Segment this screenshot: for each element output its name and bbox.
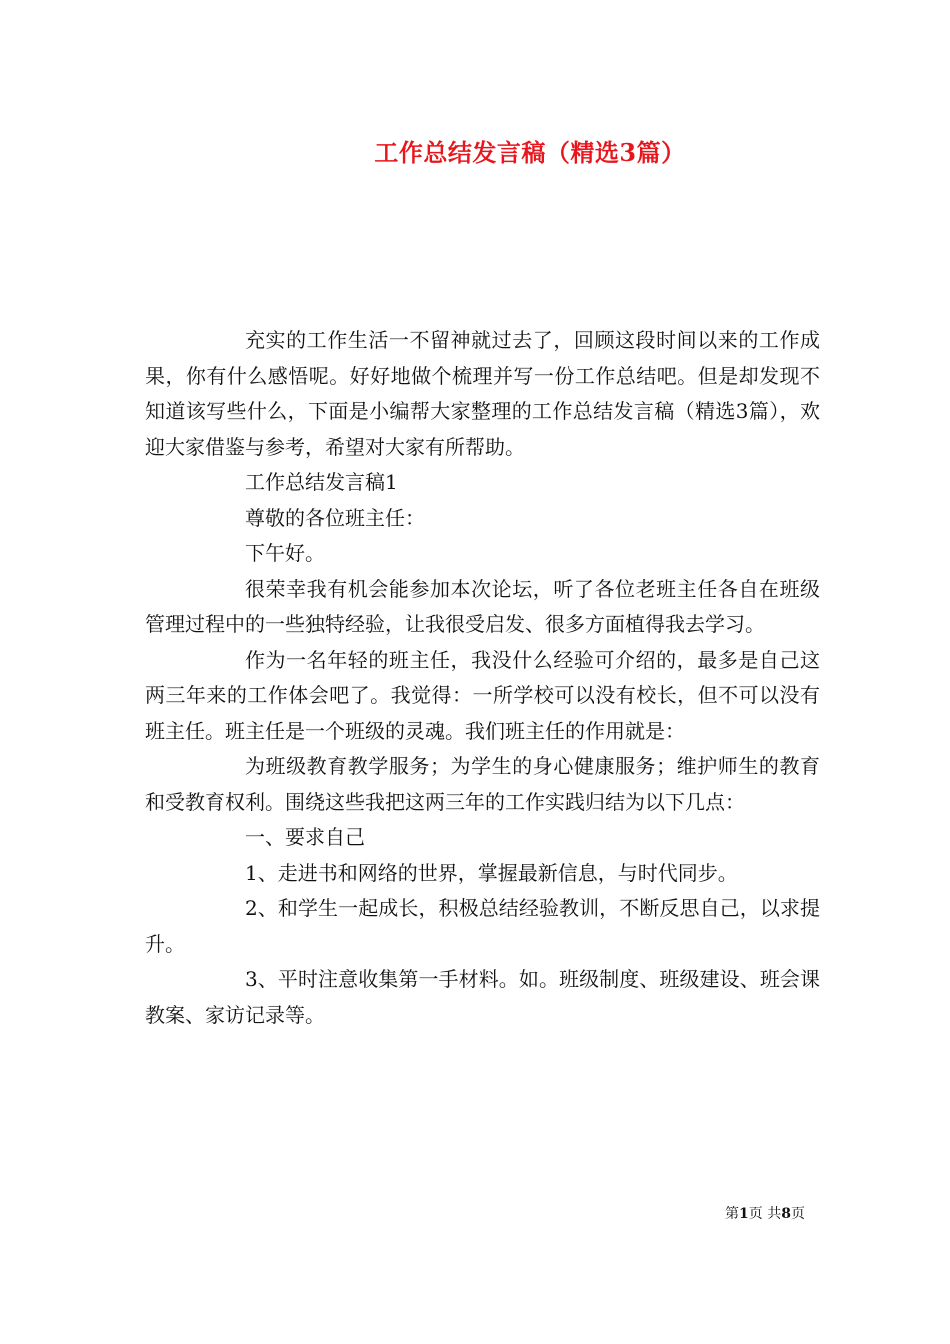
list-item: 1、走进书和网络的世界，掌握最新信息，与时代同步。 — [245, 860, 738, 885]
body-paragraph: 为班级教育教学服务；为学生的身心健康服务；维护师生的教育和受教育权利。围绕这些我把这两三年的工作实践归结为以下几点： — [145, 754, 820, 814]
total-pages-number: 8 — [781, 1206, 791, 1222]
document-title: 工作总结发言稿（精选3篇） — [374, 138, 686, 167]
document-body — [145, 323, 820, 1033]
body-paragraph: 作为一名年轻的班主任，我没什么经验可介绍的，最多是自己这两三年来的工作体会吧了。我觉得：一所学校可以没有校长，但不可以没有班主任。班主任是一个班级的灵魂。我们班主任的作用就是： — [145, 647, 820, 743]
subsection-heading: 一、要求自己 — [245, 825, 365, 849]
footer-suffix: 页 — [791, 1206, 805, 1222]
intro-paragraph: 充实的工作生活一不留神就过去了，回顾这段时间以来的工作成果，你有什么感悟呢。好好地做个梳理并写一份工作总结吧。但是却发现不知道该写些什么，下面是小编帮大家整理的工作总结发言稿（精选3篇），欢迎大家借鉴与参考，希望对大家有所帮助。 — [145, 328, 820, 459]
salutation: 尊敬的各位班主任： — [245, 505, 425, 530]
footer-prefix: 第 — [725, 1206, 740, 1222]
list-item: 3、平时注意收集第一手材料。如。班级制度、班级建设、班会课教案、家访记录等。 — [145, 967, 820, 1027]
section-heading: 工作总结发言稿1 — [245, 470, 398, 494]
footer-middle: 页 共 — [748, 1206, 782, 1222]
greeting: 下午好。 — [245, 541, 325, 565]
list-item: 2、和学生一起成长，积极总结经验教训，不断反思自己，以求提升。 — [145, 896, 820, 956]
current-page-number: 1 — [739, 1206, 749, 1222]
page-footer — [0, 1203, 950, 1223]
body-paragraph: 很荣幸我有机会能参加本次论坛，听了各位老班主任各自在班级管理过程中的一些独特经验，让我很受启发、很多方面植得我去学习。 — [145, 576, 820, 636]
